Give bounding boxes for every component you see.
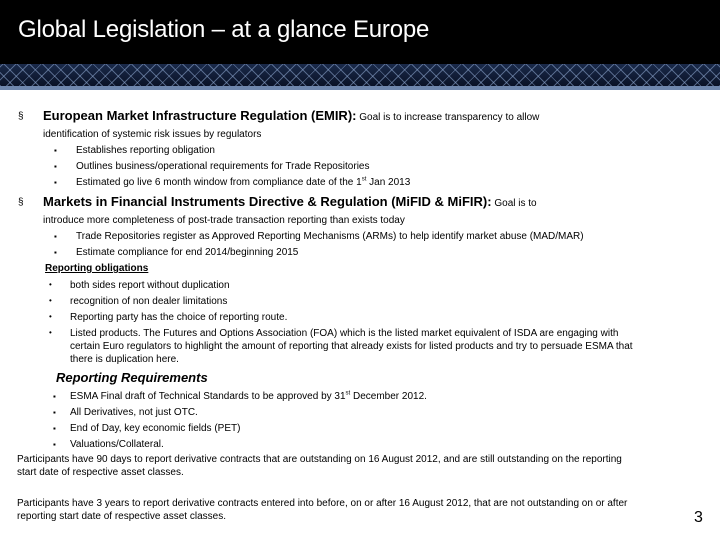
mifid-bullet: Trade Repositories register as Approved Reporting Mechanisms (ARMs) to help identify market abuse (MAD/MAR) — [76, 231, 584, 242]
obligation-item-cont: certain Euro regulators to highlight the amount of reporting that already exists for listed products and try to persuade ESMA that — [70, 341, 633, 352]
emir-bullet: Establishes reporting obligation — [76, 145, 215, 156]
bullet-icon: ▪ — [53, 440, 56, 449]
bullet-icon: ▪ — [54, 146, 57, 155]
emir-intro-cont: identification of systemic risk issues by regulators — [43, 129, 262, 140]
bullet-icon: ▪ — [53, 408, 56, 417]
slide-title: Global Legislation – at a glance Europe — [18, 16, 430, 43]
emir-bullet-text-end: Jan 2013 — [366, 177, 411, 188]
mifid-bullet: Estimate compliance for end 2014/beginning 2015 — [76, 247, 299, 258]
requirement-item: Valuations/Collateral. — [70, 439, 164, 450]
mifid-colon: : — [487, 194, 492, 209]
bullet-icon: ▪ — [54, 232, 57, 241]
emir-heading-line — [43, 109, 539, 124]
requirement-item — [70, 390, 427, 403]
bullet-icon: • — [49, 312, 52, 321]
requirement-item: All Derivatives, not just OTC. — [70, 407, 198, 418]
emir-bullet-sup: st — [361, 176, 367, 183]
mifid-intro: Goal is to — [494, 198, 537, 209]
bullet-icon: ▪ — [53, 424, 56, 433]
bullet-icon: • — [49, 296, 52, 305]
emir-bullet: Outlines business/operational requirements for Trade Repositories — [76, 161, 370, 172]
section-bullet-icon: § — [18, 111, 24, 122]
requirement-text-end: December 2012. — [350, 391, 427, 402]
obligation-item: both sides report without duplication — [70, 280, 230, 291]
requirement-item: End of Day, key economic fields (PET) — [70, 423, 241, 434]
page-number: 3 — [694, 509, 703, 526]
emir-bullet — [76, 176, 410, 189]
requirement-text: ESMA Final draft of Technical Standards to be approved by 31 — [70, 391, 346, 402]
bullet-icon: • — [49, 280, 52, 289]
emir-intro: Goal is to increase transparency to allow — [359, 112, 540, 123]
section-bullet-icon: § — [18, 197, 24, 208]
emir-heading: European Market Infrastructure Regulation (EMIR) — [43, 108, 353, 123]
bullet-icon: ▪ — [53, 392, 56, 401]
obligation-item-cont: there is duplication here. — [70, 354, 179, 365]
paragraph-line: Participants have 90 days to report derivative contracts that are outstanding on 16 August 2012, and are still outstanding on the reporting — [17, 454, 622, 465]
mifid-intro-cont: introduce more completeness of post-trade transaction reporting than exists today — [43, 215, 405, 226]
obligation-item: Reporting party has the choice of reporting route. — [70, 312, 288, 323]
bullet-icon: ▪ — [54, 162, 57, 171]
paragraph-line: start date of respective asset classes. — [17, 467, 184, 478]
reporting-requirements-label: Reporting Requirements — [56, 370, 208, 385]
bullet-icon: ▪ — [54, 178, 57, 187]
bullet-icon: ▪ — [54, 248, 57, 257]
mifid-heading-line — [43, 195, 537, 210]
mifid-heading: Markets in Financial Instruments Directive & Regulation (MiFID & MiFIR) — [43, 194, 488, 209]
reporting-obligations-label: Reporting obligations — [45, 263, 149, 274]
bullet-icon: • — [49, 328, 52, 337]
paragraph-line: Participants have 3 years to report derivative contracts entered into before, on or after 16 August 2012, that are not outstanding on or after — [17, 498, 628, 509]
paragraph-line: reporting start date of respective asset classes. — [17, 511, 226, 522]
emir-colon: : — [352, 108, 357, 123]
emir-bullet-text: Estimated go live 6 month window from compliance date of the 1 — [76, 177, 362, 188]
requirement-sup: st — [345, 390, 351, 397]
obligation-item: Listed products. The Futures and Options Association (FOA) which is the listed market equivalent of ISDA are engaging with — [70, 328, 619, 339]
obligation-item: recognition of non dealer limitations — [70, 296, 228, 307]
